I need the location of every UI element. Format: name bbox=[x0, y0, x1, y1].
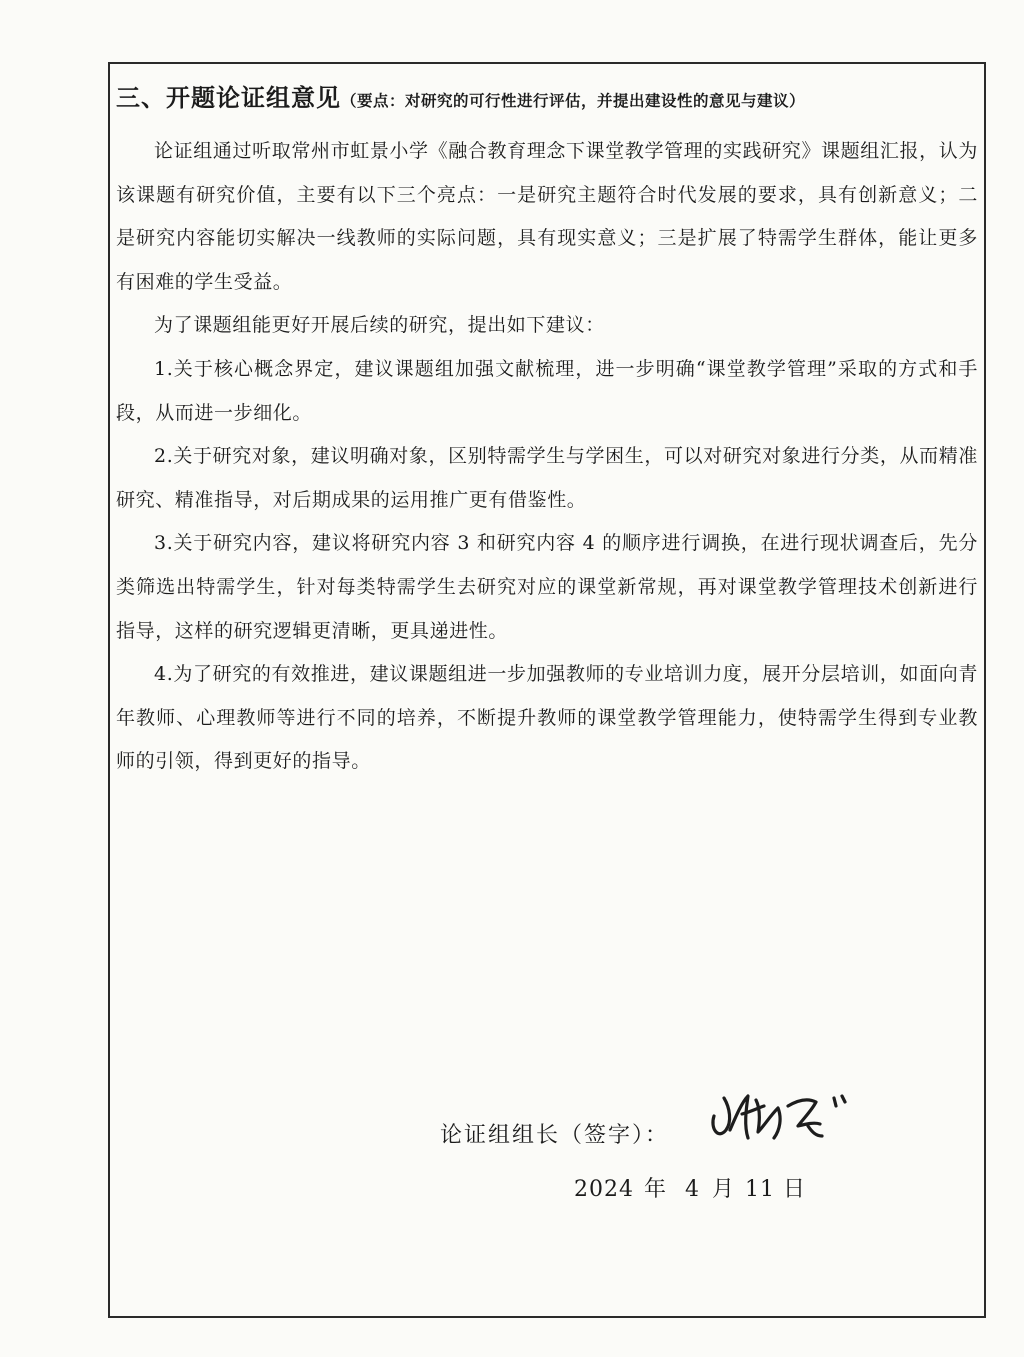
paragraph-intro: 为了课题组能更好开展后续的研究，提出如下建议： bbox=[154, 314, 605, 337]
paragraph-suggestion-2: 2.关于研究对象，建议明确对象，区别特需学生与学困生，可以对研究对象进行分类，从而精准研究、精准指导，对后期成果的运用推广更有借鉴性。 bbox=[116, 445, 978, 511]
opinion-frame bbox=[108, 62, 986, 1318]
date-month-unit: 月 bbox=[712, 1177, 736, 1202]
opinion-body bbox=[116, 130, 978, 784]
signature-label: 论证组组长（签字）： bbox=[440, 1123, 670, 1148]
section-heading bbox=[116, 78, 805, 113]
date-line bbox=[574, 1172, 806, 1203]
date-day: 11 bbox=[745, 1177, 776, 1202]
date-day-unit: 日 bbox=[783, 1177, 807, 1202]
section-note: （要点：对研究的可行性进行评估，并提出建设性的意见与建议） bbox=[341, 92, 806, 110]
section-title: 三、开题论证组意见 bbox=[116, 84, 341, 112]
handwritten-signature-icon bbox=[708, 1086, 858, 1146]
paragraph-suggestion-3: 3.关于研究内容，建议将研究内容 3 和研究内容 4 的顺序进行调换，在进行现状调查后，先分类筛选出特需学生，针对每类特需学生去研究对应的课堂新常规，再对课堂教学管理技术创新进行指导，这样的研究逻辑更清晰，更具递进性。 bbox=[116, 532, 978, 642]
paragraph-summary: 论证组通过听取常州市虹景小学《融合教育理念下课堂教学管理的实践研究》课题组汇报，认为该课题有研究价值，主要有以下三个亮点：一是研究主题符合时代发展的要求，具有创新意义；二是研究内容能切实解决一线教师的实际问题，具有现实意义；三是扩展了特需学生群体，能让更多有困难的学生受益。 bbox=[116, 140, 978, 293]
date-year-unit: 年 bbox=[644, 1177, 668, 1202]
date-year: 2024 bbox=[574, 1177, 634, 1202]
paragraph-suggestion-4: 4.为了研究的有效推进，建议课题组进一步加强教师的专业培训力度，展开分层培训，如面向青年教师、心理教师等进行不同的培养，不断提升教师的课堂教学管理能力，使特需学生得到专业教师的引领，得到更好的指导。 bbox=[116, 663, 978, 773]
paragraph-suggestion-1: 1.关于核心概念界定，建议课题组加强文献梳理，进一步明确“课堂教学管理”采取的方式和手段，从而进一步细化。 bbox=[116, 357, 978, 424]
date-month: 4 bbox=[685, 1177, 701, 1202]
